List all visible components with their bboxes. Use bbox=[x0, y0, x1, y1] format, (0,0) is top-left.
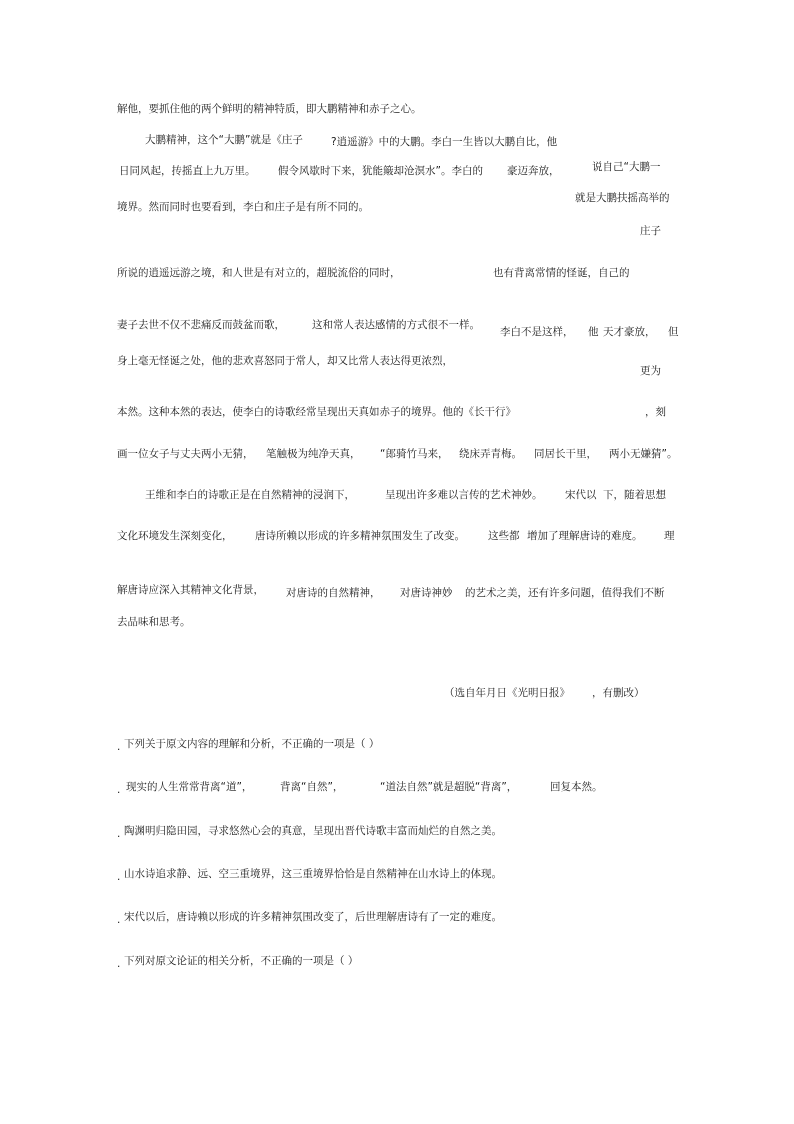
paragraph-line: 这些都 bbox=[488, 530, 520, 542]
paragraph-line: 宋代以 bbox=[565, 489, 597, 501]
paragraph-line: 对唐诗神妙 bbox=[400, 587, 453, 599]
paragraph-line: 画一位女子与丈夫两小无猜， bbox=[117, 448, 254, 460]
question-marker: . bbox=[117, 741, 121, 753]
option-text: 回复本然。 bbox=[550, 781, 603, 793]
option-marker: . bbox=[117, 784, 121, 796]
option-text: 宋代以后，唐诗赖以形成的许多精神氛围改变了，后世理解唐诗有了一定的难度。 bbox=[124, 911, 502, 923]
paragraph-line: 庄子 bbox=[640, 225, 661, 237]
option-text: 背离“自然”， bbox=[280, 781, 344, 793]
paragraph-line: 天才豪放， bbox=[603, 326, 656, 338]
paragraph-line: 解他，要抓住他的两个鲜明的精神特质，即大鹏精神和赤子之心。 bbox=[117, 103, 422, 115]
paragraph-line: 呈现出许多难以言传的艺术神妙。 bbox=[385, 489, 543, 501]
paragraph-line: 他 bbox=[588, 326, 599, 338]
paragraph-line: “郎骑竹马来， bbox=[380, 448, 449, 460]
paragraph-line: 理 bbox=[664, 530, 675, 542]
paragraph-line: 去品味和思考。 bbox=[117, 616, 191, 628]
paragraph-line: 笔触极为纯净天真， bbox=[266, 448, 361, 460]
paragraph-line: 境界。然而同时也要看到，李白和庄子是有所不同的。 bbox=[117, 201, 369, 213]
paragraph-line: 日同风起，抟摇直上九万里。 bbox=[119, 165, 256, 177]
paragraph-line: 说自己“大鹏一 bbox=[592, 161, 661, 173]
source-citation: （选自年月日《光明日报》 bbox=[444, 687, 570, 699]
question-marker: . bbox=[117, 958, 121, 970]
paragraph-line: 妻子去世不仅不悲痛反而鼓盆而歌， bbox=[117, 319, 285, 331]
paragraph-line: 同居长干里， bbox=[534, 448, 597, 460]
paragraph-line: 绕床弄青梅。 bbox=[459, 448, 522, 460]
paragraph-line: 唐诗所赖以形成的许多精神氛围发生了改变。 bbox=[255, 530, 465, 542]
paragraph-line: 这和常人表达感情的方式很不一样。 bbox=[312, 319, 480, 331]
paragraph-line: ，刻 bbox=[645, 406, 666, 418]
option-marker: . bbox=[117, 828, 121, 840]
paragraph-line: 但 bbox=[668, 326, 679, 338]
paragraph-line: 对唐诗的自然精神， bbox=[286, 587, 381, 599]
source-citation: ，有删改） bbox=[592, 687, 645, 699]
paragraph-line: 李白不是这样， bbox=[500, 326, 574, 338]
paragraph-line: 更为 bbox=[640, 365, 661, 377]
option-text: 现实的人生常常背离“道”， bbox=[126, 781, 253, 793]
question-title: 下列关于原文内容的理解和分析，不正确的一项是（ ） bbox=[124, 738, 380, 750]
paragraph-line: 增加了理解唐诗的难度。 bbox=[527, 530, 643, 542]
paragraph-line: 身上毫无怪诞之处，他的悲欢喜怒同于常人，却又比常人表达得更浓烈， bbox=[117, 355, 453, 367]
paragraph-line: 两小无嫌猜”。 bbox=[609, 448, 678, 460]
paragraph-line: 王维和李白的诗歌正是在自然精神的浸润下， bbox=[145, 489, 355, 501]
paragraph-line: 解唐诗应深入其精神文化背景， bbox=[117, 584, 264, 596]
paragraph-line: 大鹏精神，这个“大鹏”就是《庄子 bbox=[145, 134, 303, 146]
paragraph-line: 所说的逍遥远游之境，和人世是有对立的，超脱流俗的同时， bbox=[117, 267, 401, 279]
option-text: 陶渊明归隐田园，寻求悠然心会的真意，呈现出晋代诗歌丰富而灿烂的自然之美。 bbox=[124, 825, 502, 837]
paragraph-line: 也有背离常情的怪诞，自己的 bbox=[493, 267, 630, 279]
question-title: 下列对原文论证的相关分析，不正确的一项是（ ） bbox=[124, 955, 359, 967]
paragraph-line: 本然。这种本然的表达，使李白的诗歌经常呈现出天真如赤子的境界。他的《长干行》 bbox=[117, 406, 516, 418]
option-marker: . bbox=[117, 871, 121, 883]
paragraph-line: 的艺术之美，还有许多问题，值得我们不断 bbox=[465, 587, 665, 599]
option-marker: . bbox=[117, 914, 121, 926]
paragraph-line: 就是大鹏扶摇高举的 bbox=[575, 192, 670, 204]
paragraph-line: 下，随着思想 bbox=[603, 489, 666, 501]
paragraph-line: 豪迈奔放， bbox=[507, 165, 560, 177]
paragraph-line: 文化环境发生深刻变化， bbox=[117, 530, 233, 542]
paragraph-line: ?逍遥游》中的大鹏。李白一生皆以大鹏自比，他 bbox=[331, 136, 558, 148]
option-text: 山水诗追求静、远、空三重境界，这三重境界恰恰是自然精神在山水诗上的体现。 bbox=[124, 868, 502, 880]
paragraph-line: 假令风歇时下来，犹能簸却沧溟水”。李白的 bbox=[278, 165, 483, 177]
option-text: “道法自然”就是超脱“背离”， bbox=[380, 781, 518, 793]
